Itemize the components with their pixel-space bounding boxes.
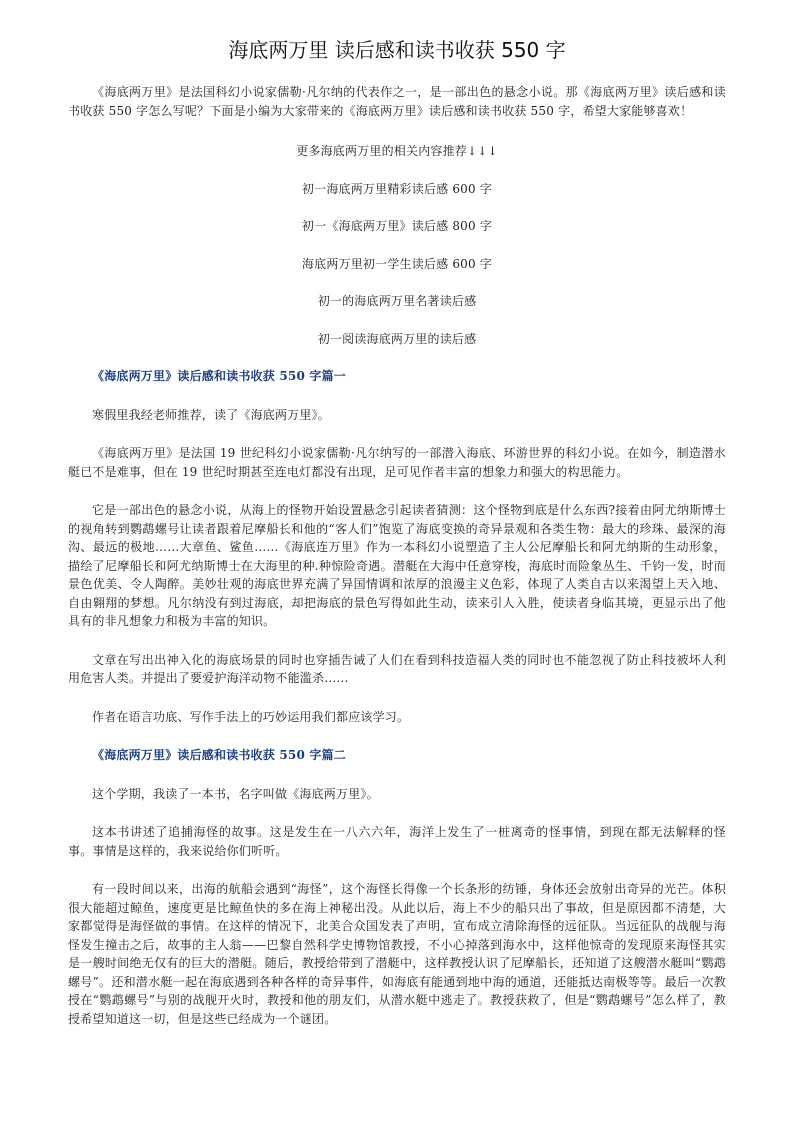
body-paragraph: 它是一部出色的悬念小说，从海上的怪物开始设置悬念引起读者猜测：这个怪物到底是什么东西?接着由阿尤纳斯博士的视角转到鹦鹉螺号让读者跟着尼摩船长和他的“客人们”饱览了海底变换的奇异景观和各类生物：最大的珍珠、最深的海沟、最远的极地……大章鱼、鲨鱼……《海底连万里》作为一本科幻小说塑造了主人公尼摩船长和阿尤纳斯的生动形象，描绘了尼摩船长和阿尤纳斯博士在大海里的种.种惊险奇遇。潜艇在大海中任意穿梭，海底时而险象丛生、千钧一发，时而景色优美、令人陶醉。美妙壮观的海底世界充满了异国情调和浓厚的浪漫主义色彩，体现了人类自古以来渴望上天入地、自由翱翔的梦想。凡尔纳没有到过海底，却把海底的景色写得如此生动，读来引人入胜，使读者身临其境，更显示出了他具有的非凡想象力和极为丰富的知识。 <box>68 503 726 628</box>
recommend-link[interactable]: 初一阅读海底两万里的读后感 <box>317 331 477 346</box>
body-paragraph: 寒假里我经老师推荐，读了《海底两万里》。 <box>92 407 331 422</box>
body-paragraph: 这个学期，我读了一本书，名字叫做《海底两万里》。 <box>92 786 379 801</box>
recommend-link[interactable]: 初一的海底两万里名著读后感 <box>317 294 477 308</box>
section-heading: 《海底两万里》读后感和读书收获 550 字篇二 <box>92 748 347 762</box>
section-heading: 《海底两万里》读后感和读书收获 550 字篇一 <box>92 369 347 383</box>
intro-paragraph: 《海底两万里》是法国科幻小说家儒勒·凡尔纳的代表作之一，是一部出色的悬念小说。那《海底两万里》读后感和读书收获 550 字怎么写呢？下面是小编为大家带来的《海底两万里》读后感和读书收获 550 字，希望大家能够喜欢！ <box>68 85 726 118</box>
page-title: 海底两万里 读后感和读书收获 550 字 <box>228 38 566 62</box>
body-paragraph: 这本书讲述了追捕海怪的故事。这是发生在一八六六年，海洋上发生了一桩离奇的怪事情，到现在都无法解释的怪事。事情是这样的，我来说给你们听听。 <box>68 825 726 858</box>
body-paragraph: 文章在写出出神入化的海底场景的同时也穿插告诫了人们在看到科技造福人类的同时也不能忽视了防止科技被坏人利用危害人类。并提出了要爱护海洋动物不能滥杀…… <box>68 652 726 685</box>
recommend-link[interactable]: 海底两万里初一学生读后感 600 字 <box>301 256 493 271</box>
recommend-link[interactable]: 初一《海底两万里》读后感 800 字 <box>301 219 493 233</box>
recommend-link[interactable]: 初一海底两万里精彩读后感 600 字 <box>301 181 493 196</box>
recommend-header: 更多海底两万里的相关内容推荐↓↓↓ <box>296 144 498 158</box>
body-paragraph: 《海底两万里》是法国 19 世纪科幻小说家儒勒·凡尔纳写的一部潜入海底、环游世界的科幻小说。在如今，制造潜水艇已不是难事，但在 19 世纪时期甚至连电灯都没有出现，足可见作者丰富的想象力和强大的构思能力。 <box>68 446 726 479</box>
body-paragraph: 作者在语言功底、写作手法上的巧妙运用我们都应该学习。 <box>92 709 410 724</box>
body-paragraph: 有一段时间以来，出海的航船会遇到“海怪”，这个海怪长得像一个长条形的纺锤，身体还会放射出奇异的光芒。体积很大能超过鲸鱼，速度更是比鲸鱼快的多在海上神秘出没。从此以后，海上不少的船只出了事故，但是原因都不清楚，大家都觉得是海怪做的事情。在这样的情况下，北美合众国发表了声明，宣布成立清除海怪的远征队。当远征队的战舰与海怪发生撞击之后，故事的主人翁——巴黎自然科学史博物馆教授，不小心掉落到海水中，这样他惊奇的发现原来海怪其实是一艘时间绝无仅有的巨大的潜艇。随后，教授给带到了潜艇中，这样教授认识了尼摩船长，还知道了这艘潜水艇叫“鹦鹉螺号”。还和潜水艇一起在海底遇到各种各样的奇异事件，如海底有能通到地中海的通道，还能抵达南极等等。最后一次教授在“鹦鹉螺号”与别的战舰开火时，教授和他的朋友们，从潜水艇中逃走了。教授获救了，但是“鹦鹉螺号”怎么样了，教授希望知道这一切，但是这些已经成为一个谜团。 <box>68 882 726 1026</box>
